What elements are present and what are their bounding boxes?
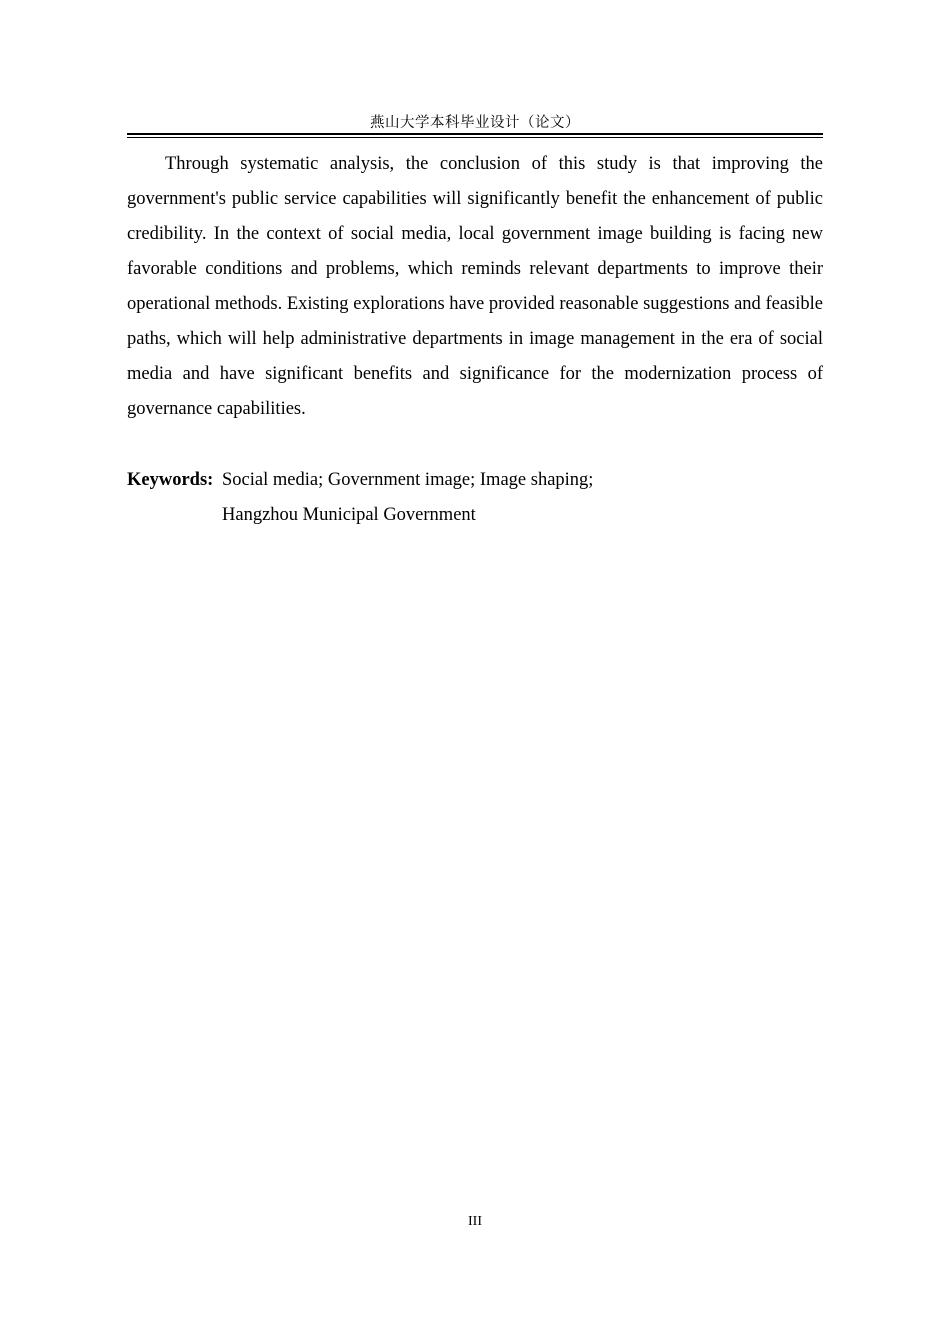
header-rule-thin [127, 137, 823, 138]
keywords-block [127, 463, 823, 533]
keywords-row [127, 463, 823, 498]
running-header-title: 燕山大学本科毕业设计（论文） [370, 115, 580, 131]
header-rule-thick [127, 133, 823, 135]
keywords-label: Keywords: [127, 470, 214, 490]
keywords-line-1: Social media; Government image; Image shaping; [222, 470, 594, 490]
abstract-paragraph: Through systematic analysis, the conclusion of this study is that improving the government's public service capabilities will significantly benefit the enhancement of public credibility. In the context of social media, local government image building is facing new favorable conditions and problems, which reminds relevant departments to improve their operational methods. Existing explorations have provided reasonable suggestions and feasible paths, which will help administrative departments in image management in the era of social media and have significant benefits and significance for the modernization process of governance capabilities. [127, 154, 823, 419]
keywords-line-2: Hangzhou Municipal Government [222, 505, 476, 525]
page-number: III [468, 1214, 482, 1229]
